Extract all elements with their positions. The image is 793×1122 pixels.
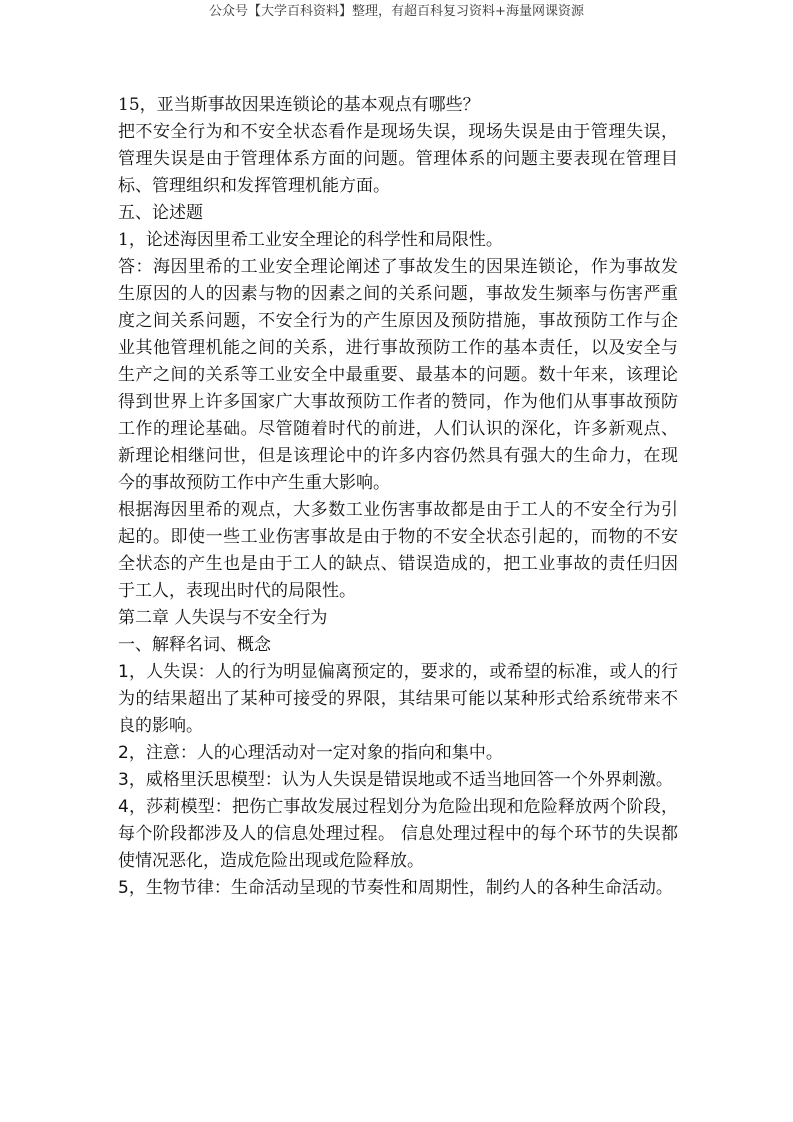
question-15: 15，亚当斯事故因果连锁论的基本观点有哪些？ [118, 95, 480, 115]
essay-question-1: 1，论述海因里希工业安全理论的科学性和局限性。 [118, 230, 503, 250]
definition-attention: 2，注意：人的心理活动对一定对象的指向和集中。 [118, 743, 503, 763]
definition-biorhythm: 5，生物节律：生命活动呈现的节奏性和周期性，制约人的各种生命活动。 [118, 878, 673, 898]
chapter-title: 第二章 人失误与不安全行为 [118, 608, 328, 628]
definition-wigglesworth-model: 3，威格里沃思模型：认为人失误是错误地或不适当地回答一个外界刺激。 [118, 770, 673, 790]
page-header: 公众号【大学百科资料】整理，有超百科复习资料+海量网课资源 [209, 4, 584, 19]
section-heading-essay: 五、论述题 [118, 203, 203, 223]
definition-surry-model: 4，莎莉模型：把伤亡事故发展过程划分为危险出现和危险释放两个阶段，每个阶段都涉及人的信息处理过程。 信息处理过程中的每个环节的失误都使情况恶化，造成危险出现或危险释放。 [118, 797, 678, 871]
definition-human-error: 1，人失误：人的行为明显偏离预定的，要求的，或希望的标准，或人的行为的结果超出了某种可接受的界限，其结果可能以某种形式给系统带来不良的影响。 [118, 662, 678, 736]
document-body [118, 92, 678, 902]
answer-15: 把不安全行为和不安全状态看作是现场失误，现场失误是由于管理失误，管理失误是由于管理体系方面的问题。管理体系的问题主要表现在管理目标、管理组织和发挥管理机能方面。 [118, 122, 678, 196]
essay-answer-paragraph: 答：海因里希的工业安全理论阐述了事故发生的因果连锁论，作为事故发生原因的人的因素与物的因素之间的关系问题，事故发生频率与伤害严重度之间关系问题，不安全行为的产生原因及预防措施，事故预防工作与企业其他管理机能之间的关系，进行事故预防工作的基本责任，以及安全与生产之间的关系等工业安全中最重要、最基本的问题。数十年来，该理论得到世界上许多国家广大事故预防工作者的赞同，作为他们从事事故预防工作的理论基础。尽管随着时代的前进，人们认识的深化，许多新观点、新理论相继问世，但是该理论中的许多内容仍然具有强大的生命力，在现今的事故预防工作中产生重大影响。 [118, 257, 678, 493]
essay-limitation-paragraph: 根据海因里希的观点，大多数工业伤害事故都是由于工人的不安全行为引起的。即使一些工业伤害事故是由于物的不安全状态引起的，而物的不安全状态的产生也是由于工人的缺点、错误造成的，把工业事故的责任归因于工人，表现出时代的局限性。 [118, 500, 678, 601]
section-heading-definitions: 一、解释名词、概念 [118, 635, 271, 655]
